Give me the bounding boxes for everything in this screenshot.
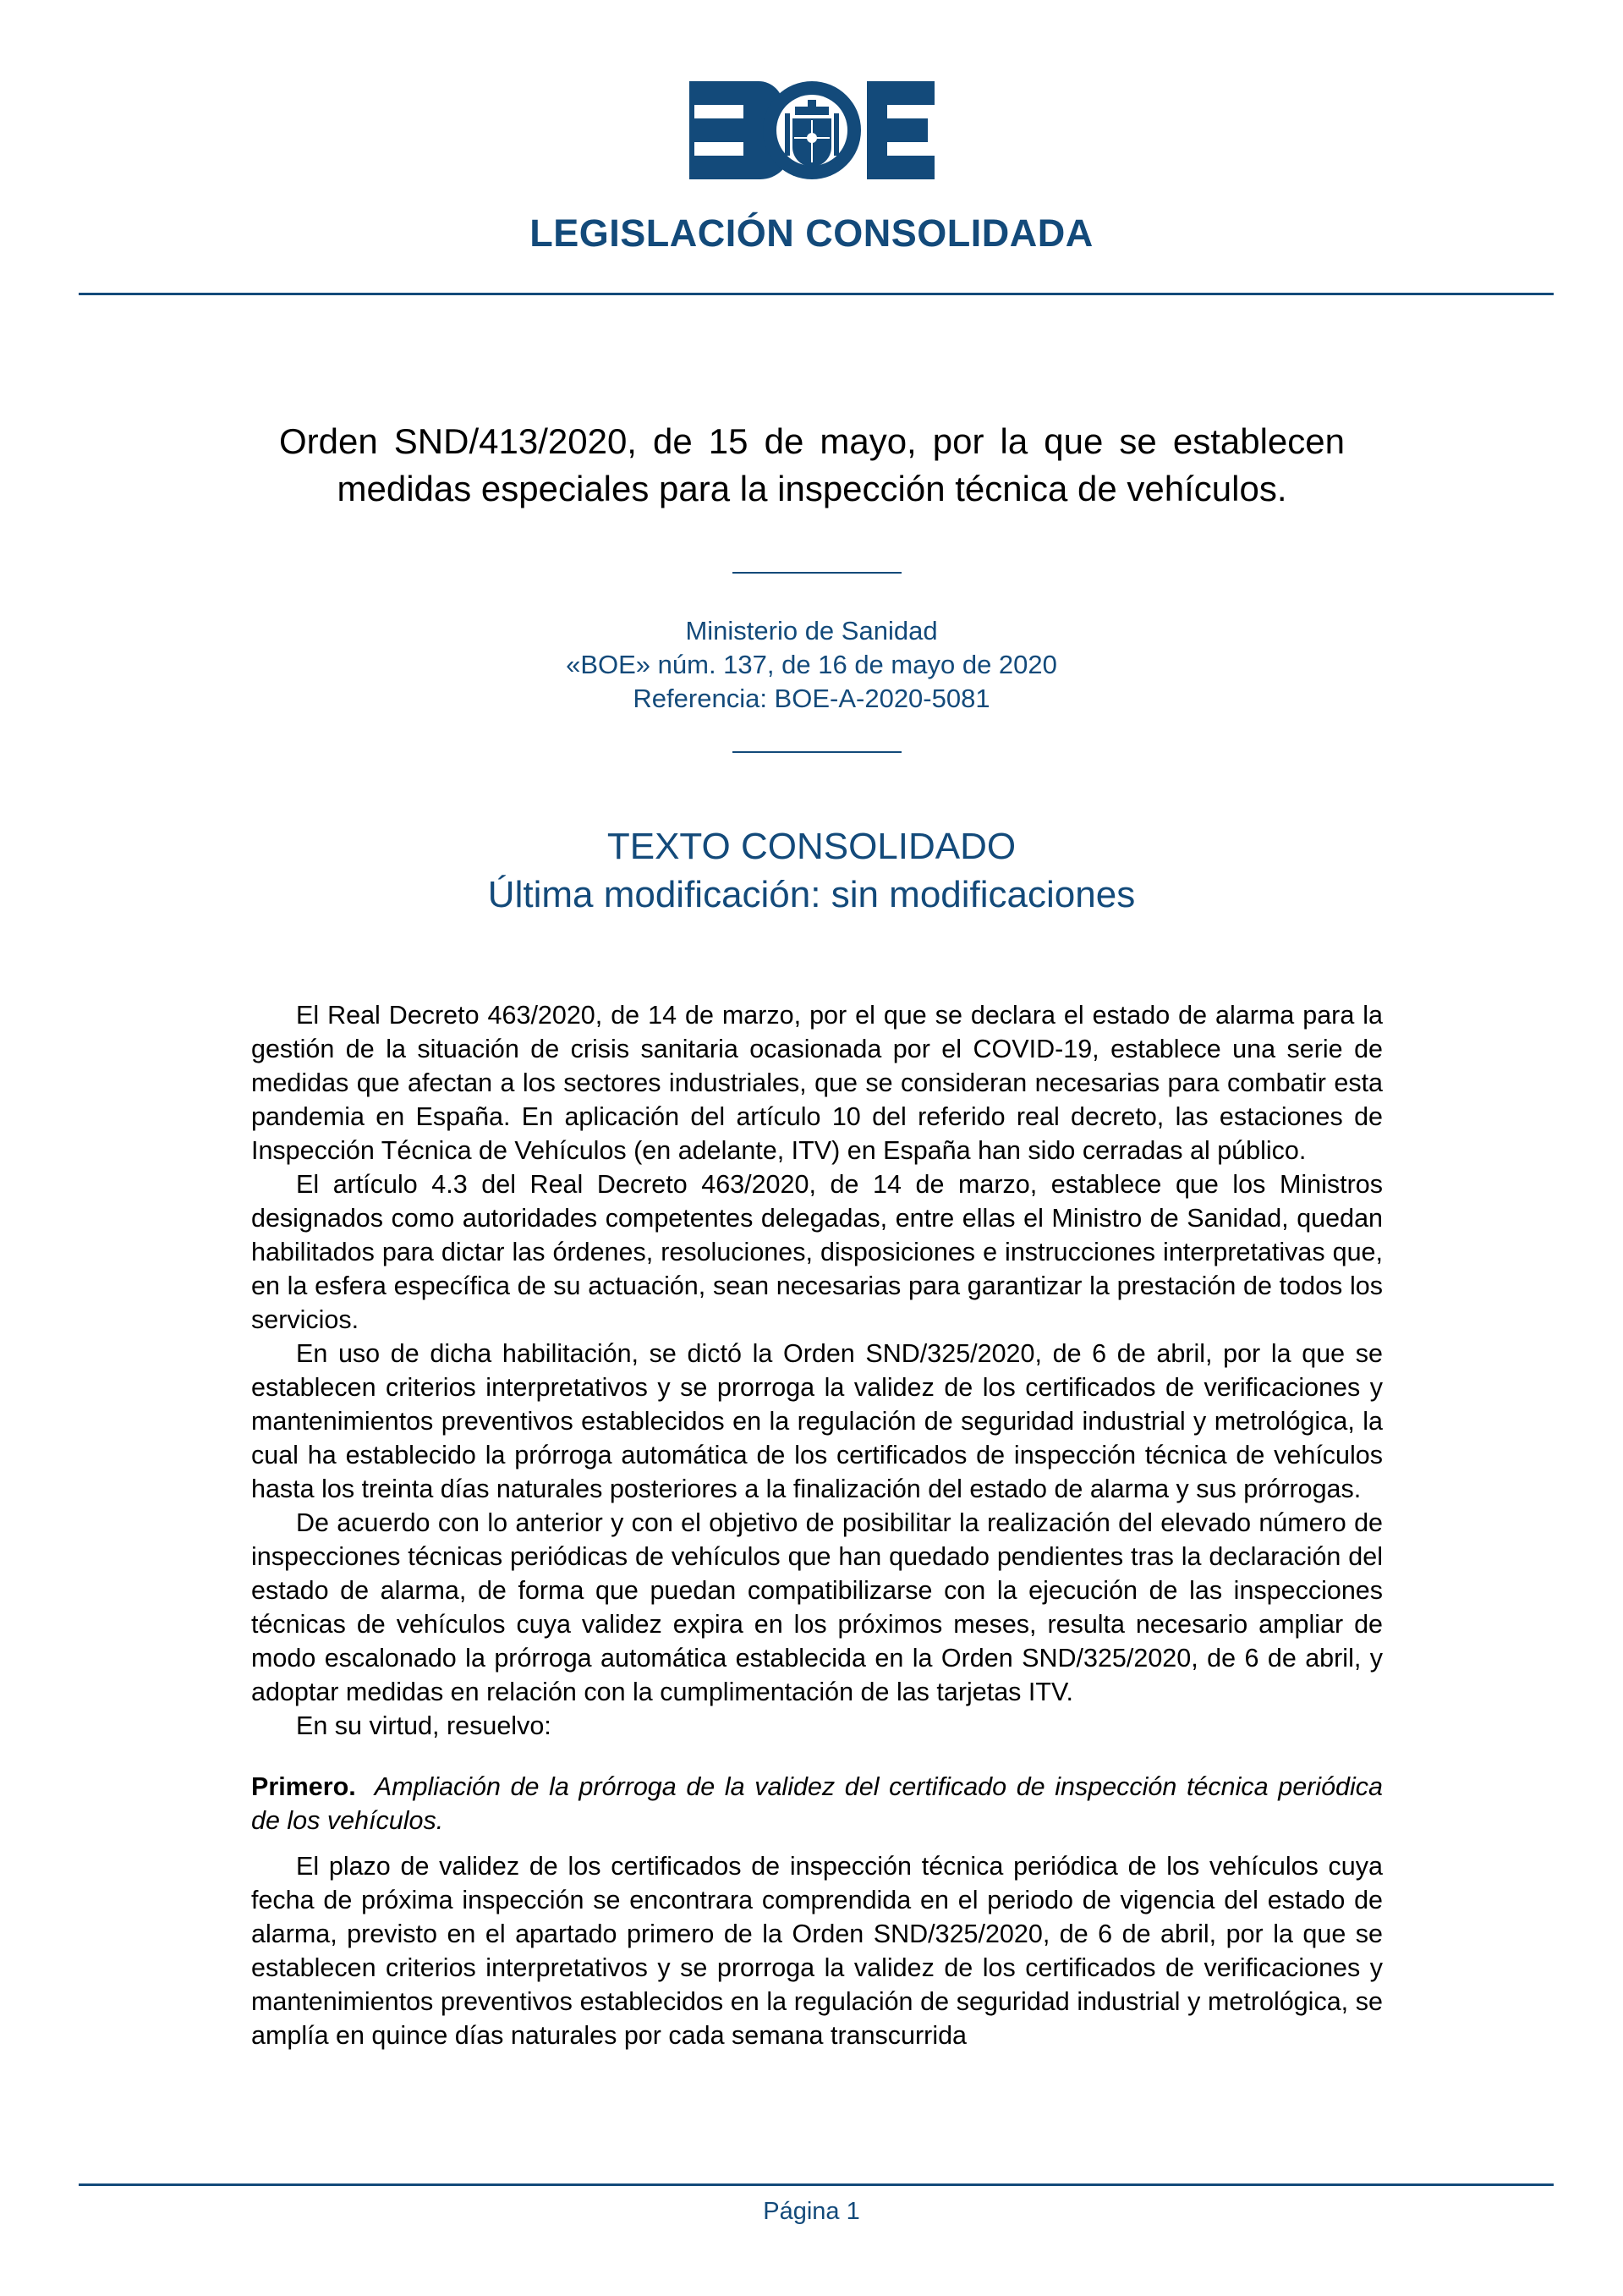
document-body <box>251 998 1383 2052</box>
body-paragraph: En su virtud, resuelvo: <box>296 1711 551 1740</box>
article-heading <box>251 1770 1383 1837</box>
section-header: LEGISLACIÓN CONSOLIDADA <box>529 211 1094 255</box>
article-title: Ampliación de la prórroga de la validez del certificado de inspección técnica periódica de los vehículos. <box>251 1772 1383 1835</box>
document-title: Orden SND/413/2020, de 15 de mayo, por la que se establecen medidas especiales para la inspección técnica de vehículos. <box>279 421 1345 508</box>
reference: Referencia: BOE-A-2020-5081 <box>633 684 990 713</box>
body-paragraph: De acuerdo con lo anterior y con el objetivo de posibilitar la realización del elevado número de inspecciones técnicas periódicas de vehículos que han quedado pendientes tras la declaración del estado de alarma, de forma que puedan compatibilizarse con la ejecución de las inspecciones técnicas de vehículos cuya validez expira en los próximos meses, resulta necesario ampliar de modo escalonado la prórroga automática establecida en la Orden SND/325/2020, de 6 de abril, y adoptar medidas en relación con la cumplimentación de las tarjetas ITV. <box>251 1508 1383 1706</box>
boe-logo-graphic <box>689 81 935 179</box>
publication-meta <box>0 614 1623 716</box>
title-separator <box>732 572 902 574</box>
body-paragraph: En uso de dicha habilitación, se dictó la Orden SND/325/2020, de 6 de abril, por la que se establecen criterios interpretativos y se prorroga la validez de los certificados de verificaciones y mantenimientos preventivos establecidos en la regulación de seguridad industrial y metrológica, la cual ha establecido la prórroga automática de los certificados de inspección técnica de vehículos hasta los treinta días naturales posteriores a la finalización del estado de alarma y sus prórrogas. <box>251 1339 1383 1503</box>
last-modification: Última modificación: sin modificaciones <box>487 874 1136 915</box>
header-divider <box>79 293 1554 295</box>
consolidated-label: TEXTO CONSOLIDADO <box>606 826 1017 867</box>
page-number: Página 1 <box>763 2198 860 2225</box>
article-text: El plazo de validez de los certificados de inspección técnica periódica de los vehículos cuya fecha de próxima inspección se encontrara comprendida en el periodo de vigencia del estado de alarma, previsto en el apartado primero de la Orden SND/325/2020, de 6 de abril, por la que se establecen criterios interpretativos y se prorroga la validez de los certificados de verificaciones y mantenimientos preventivos establecidos en la regulación de seguridad industrial y metrológica, se amplía en quince días naturales por cada semana transcurrida <box>251 1852 1383 2050</box>
consolidated-block <box>0 822 1623 919</box>
publication-info: «BOE» núm. 137, de 16 de mayo de 2020 <box>566 650 1057 679</box>
footer-divider <box>79 2183 1554 2186</box>
article-number: Primero. <box>251 1772 356 1801</box>
boe-logo <box>0 81 1623 179</box>
body-paragraph: El Real Decreto 463/2020, de 14 de marzo, por el que se declara el estado de alarma para la gestión de la situación de crisis sanitaria ocasionada por el COVID-19, establece una serie de medidas que afectan a los sectores industriales, que se consideran necesarias para combatir esta pandemia en España. En aplicación del artículo 10 del referido real decreto, las estaciones de Inspección Técnica de Vehículos (en adelante, ITV) en España han sido cerradas al público. <box>251 1001 1383 1165</box>
meta-separator <box>732 751 902 753</box>
body-paragraph: El artículo 4.3 del Real Decreto 463/2020, de 14 de marzo, establece que los Ministros designados como autoridades competentes delegadas, entre ellas el Ministro de Sanidad, quedan habilitados para dictar las órdenes, resoluciones, disposiciones e instrucciones interpretativas que, en la esfera específica de su actuación, sean necesarias para garantizar la prestación de todos los servicios. <box>251 1170 1383 1334</box>
ministry: Ministerio de Sanidad <box>685 616 938 645</box>
